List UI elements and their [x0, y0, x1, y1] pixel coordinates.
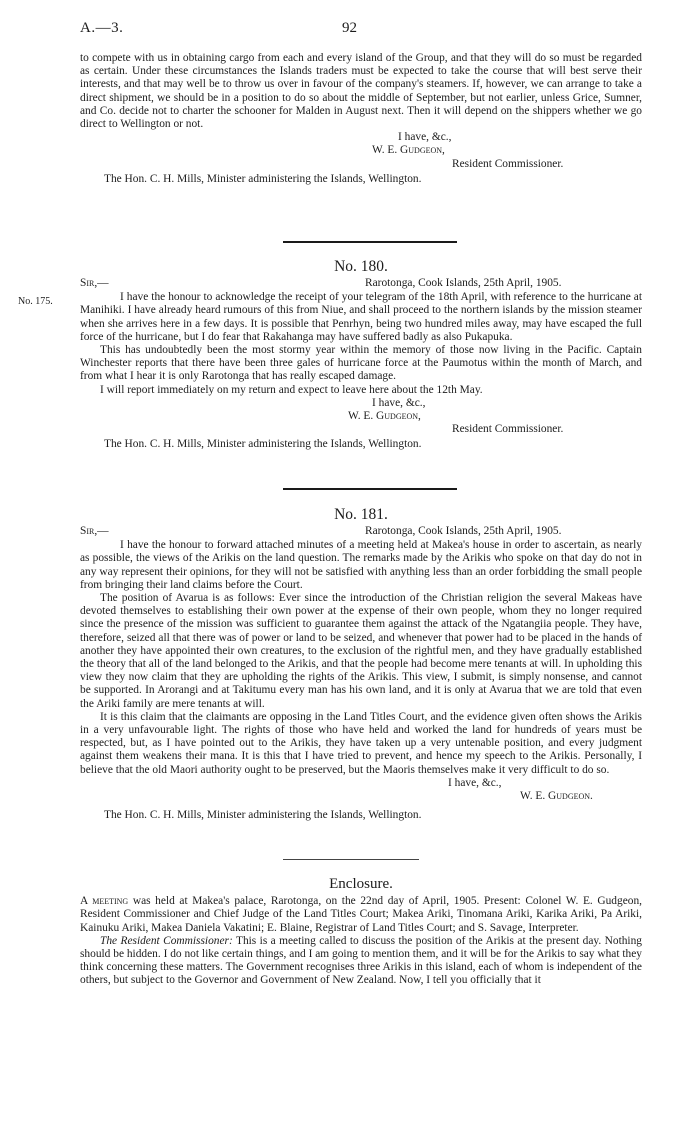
letter-180 — [80, 260, 642, 452]
enclosure-speaker: The Resident Commissioner: — [100, 934, 233, 947]
letter-181-paragraph-1: I have the honour to forward attached minutes of a meeting held at Makea's house in order to ascertain, as nearly as possible, the views of the Arikis on the land question. The remarks made by the Arikis who spoke on that day do not in any way represent their opinions, for they will not be satisfied with anything less than an order forbidding the small people from bringing their land claims before the Court. — [80, 539, 642, 591]
letter-180-paragraph-2: This has undoubtedly been the most stormy year within the memory of those now living in the Pacific. Captain Winchester reports that there have been three gales of hurricane force at the Paumotus within the month of March, and from what I hear it is only Rarotonga that has really escaped damage. — [80, 344, 642, 383]
letter-180-dateline: Rarotonga, Cook Islands, 25th April, 1905. — [365, 277, 562, 290]
page-header — [80, 20, 640, 44]
intro-signatory — [80, 144, 642, 157]
enclosure-section — [80, 878, 642, 988]
letter-181-signatory-name: W. E. Gudgeon. — [520, 790, 593, 803]
letter-180-title: Resident Commissioner. — [452, 423, 564, 436]
intro-addressee: The Hon. C. H. Mills, Minister administering the Islands, Wellington. — [104, 172, 422, 185]
intro-signatory-name: W. E. Gudgeon, — [372, 144, 445, 157]
section-divider — [283, 488, 457, 490]
letter-181-dateline: Rarotonga, Cook Islands, 25th April, 1905. — [365, 525, 562, 538]
letter-180-paragraph-3: I will report immediately on my return and expect to leave here about the 12th May. — [100, 383, 483, 396]
intro-title: Resident Commissioner. — [452, 157, 564, 170]
enclosure-paragraph-1 — [80, 895, 642, 935]
document-reference: A.—3. — [80, 20, 124, 36]
letter-180-number: No. 180. — [334, 258, 388, 275]
letter-181 — [80, 508, 642, 822]
letter-180-salutation: Sir,— — [80, 277, 109, 290]
intro-closing: I have, &c., — [398, 131, 452, 144]
enclosure-heading: Enclosure. — [329, 876, 393, 892]
letter-180-paragraph-1: I have the honour to acknowledge the receipt of your telegram of the 18th April, with reference to the hurricane at Manihiki. I have already heard rumours of this from Niue, and shall proceed to the northern islands by the mission steamer when she arrives here in a few days. It is possible that Penrhyn, being two hundred miles away, may have escaped the full force of the hurricane, but I do fear that Rakahanga may have suffered badly as also Pukapuka. — [80, 291, 642, 343]
margin-reference: No. 175. — [18, 296, 53, 307]
letter-181-paragraph-3: It is this claim that the claimants are opposing in the Land Titles Court, and the evidence given often shows the Arikis in a very unfavourable light. The rights of those who have held and worked the land for hundreds of years must be respected, but, as I have pointed out to the Arikis, they have taken up a very untenable position, and every judgment against them weakens their mana. It is this that I have tried to prevent, and hence my speech to the Arikis. Personally, I believe that the old Maori authority ought to be preserved, but the Maoris themselves make it very difficult to do so. — [80, 710, 642, 776]
letter-181-closing: I have, &c., — [448, 776, 502, 789]
letter-181-salutation: Sir,— — [80, 525, 109, 538]
enclosure-lead-word: A meeting — [80, 895, 129, 908]
letter-181-addressee: The Hon. C. H. Mills, Minister administering the Islands, Wellington. — [104, 809, 422, 822]
enclosure-paragraph-2-text: This is a meeting called to discuss the position of the Arikis at the present day. Nothing should be hidden. I do not like certain things, and I am going to mention them, and it will be for the Arikis to say what they think concerning these matters. The Government recognises three Arikis in this island, each of whom is independent of the others, but subject to the Governor and Government of New Zealand. Now, I tell you officially that it — [80, 934, 642, 987]
enclosure-paragraph-1-text: was held at Makea's palace, Rarotonga, on the 22nd day of April, 1905. Present: Colonel W. E. Gudgeon, Resident Commissioner and Chief Judge of the Land Titles Court; Makea Ariki, Tinomana Ariki, Karika Ariki, Pa Ariki, Kainuku Ariki, Makea Daniela Vakatini; E. Blaine, Registrar of Land Titles Court; and S. Savage, Interpreter. — [80, 895, 642, 934]
letter-181-header-line — [80, 525, 642, 539]
page-number: 92 — [342, 20, 357, 36]
intro-section — [80, 52, 642, 186]
letter-181-number: No. 181. — [334, 506, 388, 523]
letter-180-header-line — [80, 277, 642, 291]
letter-180-addressee: The Hon. C. H. Mills, Minister administering the Islands, Wellington. — [104, 438, 422, 451]
letter-180-signatory-name: W. E. Gudgeon, — [348, 410, 421, 423]
letter-181-signatory — [80, 790, 642, 803]
enclosure-divider — [283, 859, 419, 860]
intro-paragraph: to compete with us in obtaining cargo from each and every island of the Group, and that they will do so must be regarded as certain. Under these circumstances the Islands traders must be expected to take the course that will best serve their interests, and that may well be to throw us over in favour of the company's steamers. If, however, we can arrange to take a direct shipment, we should be in a position to do so about the middle of September, but not earlier, unless Grice, Sumner, and Co. decide not to charter the schooner for Malden in August next. Then it will depend on the shippers whether we go direct to Wellington or not. — [80, 52, 642, 131]
letter-180-signatory — [80, 410, 642, 423]
letter-180-closing: I have, &c., — [372, 396, 426, 409]
enclosure-paragraph-2 — [80, 935, 642, 988]
section-divider — [283, 241, 457, 243]
letter-181-paragraph-2: The position of Avarua is as follows: Ever since the introduction of the Christian religion the several Makeas have devoted themselves to establishing their own power at the expense of their own people, whom they no longer required since the presence of the mission was sufficient to guarantee them against the attack of the Ngatangiia people. They have, therefore, seized all that there was of power or land to be seized, and whenever that power had to be placed in the hands of another they have appointed their own creatures, to the exclusion of the rightful men, and they have gradually established the theory that all of the land belonged to the Arikis, and that the people had become mere tenants at will. In upholding this view they now claim that they are upholding the rights of the Arikis. This view, I submit, is simply nonsense, and cannot be supported. In Arorangi and at Takitumu every man has his own land, and it is only at Avarua that we are told that even the Ariki family are mere tenants at will. — [80, 592, 642, 710]
